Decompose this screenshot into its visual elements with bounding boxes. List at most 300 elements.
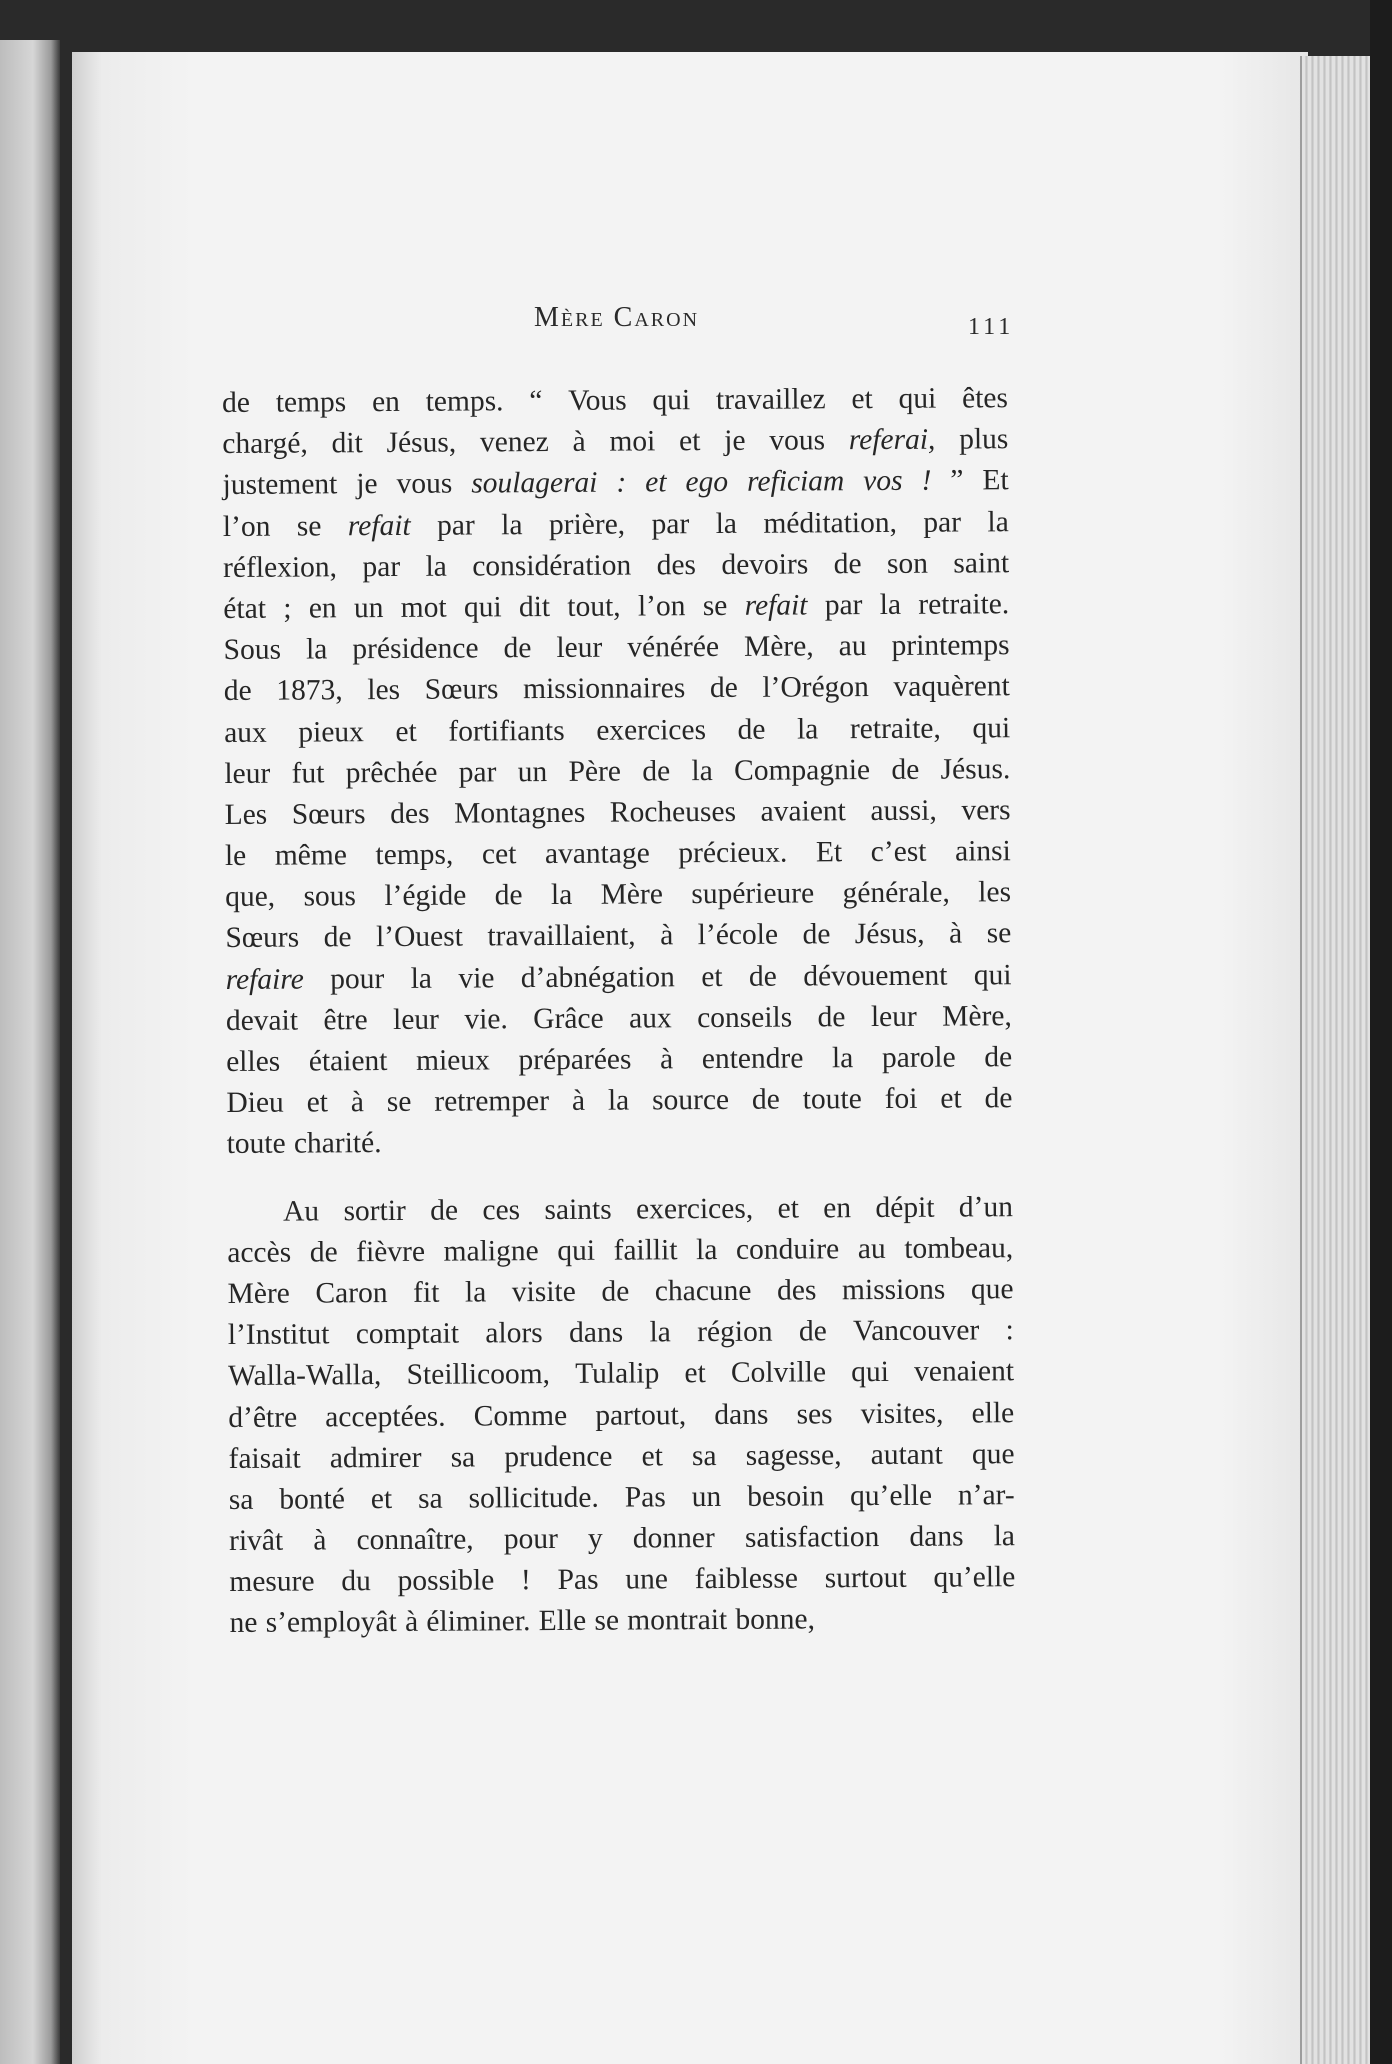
word: 1873,	[276, 674, 343, 707]
word: aux	[629, 1002, 672, 1035]
word: de	[503, 632, 532, 665]
word: de	[309, 1236, 338, 1269]
text-line	[228, 1393, 1014, 1439]
text-line	[226, 1078, 1012, 1124]
word: Comme	[473, 1399, 568, 1432]
word: la	[464, 1276, 487, 1309]
word: de	[984, 1041, 1013, 1074]
text-line	[225, 831, 1011, 877]
word: un	[691, 1480, 722, 1514]
word: et	[679, 425, 701, 458]
word: Les	[224, 798, 268, 831]
word: montrait	[627, 1604, 728, 1637]
word: Sœurs	[225, 921, 300, 955]
word: au	[857, 1232, 886, 1265]
word: et	[370, 1482, 393, 1515]
word: dit	[331, 427, 363, 460]
word: par	[651, 507, 690, 540]
word: l’on	[637, 590, 686, 623]
background-right	[1370, 0, 1392, 2064]
text-line	[225, 790, 1011, 836]
word: temps	[275, 386, 347, 419]
word: que	[971, 1437, 1015, 1471]
word: à	[572, 425, 586, 459]
word: Mère	[227, 1277, 290, 1310]
word: état	[223, 592, 267, 625]
word: Steillicoom,	[406, 1358, 551, 1392]
word: que	[970, 1273, 1014, 1306]
running-header: Mère Caron	[534, 302, 700, 333]
word: elles	[226, 1045, 281, 1078]
word: des	[390, 797, 430, 830]
word: sortir	[343, 1194, 406, 1227]
word: travaillez	[715, 383, 826, 416]
word: leur	[224, 757, 271, 790]
word: conseils	[697, 1001, 793, 1034]
word: et	[701, 960, 723, 993]
word: acceptées.	[325, 1400, 446, 1433]
word: pour	[503, 1523, 558, 1556]
word: de	[642, 754, 671, 788]
word: qui	[463, 591, 502, 624]
word: et	[851, 383, 873, 416]
word: à	[571, 1084, 586, 1118]
word: !	[921, 465, 932, 498]
word: conduire	[735, 1232, 840, 1266]
word: de	[430, 1194, 459, 1227]
word: dit	[518, 590, 551, 624]
text-line	[222, 419, 1008, 465]
word: une	[625, 1563, 669, 1596]
word: de	[833, 547, 862, 581]
text-line	[229, 1475, 1015, 1521]
word: générale,	[842, 876, 950, 910]
word: Sous	[223, 633, 282, 667]
word: leur	[392, 1003, 440, 1036]
word: et	[777, 1192, 799, 1225]
word: maligne	[443, 1234, 539, 1268]
word: y	[587, 1522, 603, 1555]
text-line	[228, 1434, 1014, 1480]
text-line	[228, 1310, 1014, 1356]
word: que,	[225, 880, 276, 914]
word: faillit	[613, 1233, 678, 1267]
word: de	[601, 1275, 630, 1308]
word: à	[313, 1524, 327, 1557]
word: temps,	[375, 838, 454, 872]
text-line	[227, 1269, 1013, 1315]
word: Grâce	[533, 1002, 604, 1035]
word: la	[305, 633, 328, 666]
word: Jésus.	[940, 752, 1011, 786]
word: connaître,	[356, 1523, 474, 1557]
word: de	[984, 1082, 1013, 1115]
word: fièvre	[356, 1235, 426, 1268]
word: exercices,	[635, 1192, 754, 1226]
page-number: 111	[968, 314, 1015, 340]
word: même	[274, 839, 347, 872]
word: de	[323, 921, 352, 954]
word: Sœurs	[424, 673, 499, 707]
word: d’abnégation	[520, 960, 675, 994]
word: temps.	[425, 385, 504, 418]
word: !	[520, 1564, 531, 1597]
word: l’école	[697, 919, 779, 952]
word: Sœurs	[291, 798, 366, 831]
word: la	[796, 712, 819, 745]
word: venaient	[913, 1355, 1015, 1389]
word: de	[222, 386, 251, 419]
word: dans	[568, 1316, 624, 1350]
word: dépit	[875, 1191, 935, 1224]
word: méditation,	[763, 506, 898, 540]
word: la	[649, 1316, 671, 1349]
word: son	[886, 547, 929, 580]
text-line	[229, 1557, 1015, 1603]
word: je	[724, 424, 746, 458]
word: et	[645, 466, 667, 499]
word: venez	[479, 426, 549, 459]
word: sous	[303, 880, 357, 913]
word: en	[371, 385, 400, 419]
word: à	[660, 919, 674, 952]
word: mieux	[415, 1044, 490, 1077]
word: se	[986, 917, 1012, 950]
word: admirer	[329, 1441, 422, 1475]
word: aussi,	[870, 794, 937, 827]
word: vaquèrent	[893, 670, 1010, 704]
word: Pas	[557, 1563, 599, 1597]
word: qu’elle	[933, 1561, 1016, 1594]
word: je	[356, 468, 378, 501]
text-line	[226, 1037, 1012, 1083]
text-line	[225, 872, 1011, 918]
word: Caron	[315, 1276, 388, 1310]
word: prière,	[548, 508, 626, 541]
word: les	[367, 674, 401, 707]
word: moi	[609, 425, 656, 458]
word: missions	[841, 1273, 946, 1307]
word: ego	[685, 466, 729, 499]
word: vous	[769, 424, 826, 457]
word: à	[350, 1086, 365, 1119]
word: retremper	[434, 1085, 550, 1118]
word: la	[425, 550, 447, 583]
word: ses	[796, 1397, 833, 1431]
word: de	[802, 918, 831, 951]
word: en	[308, 592, 337, 625]
text-line	[229, 1599, 1015, 1645]
word: des	[656, 548, 697, 582]
word: de	[748, 960, 777, 993]
word: prudence	[504, 1440, 613, 1473]
word: l’Institut	[227, 1318, 330, 1352]
word: referai,	[848, 423, 936, 457]
text-line	[226, 955, 1012, 1001]
word: pour	[330, 962, 385, 995]
word: se	[386, 1086, 412, 1119]
word: toute	[226, 1128, 286, 1161]
word: éliminer.	[426, 1605, 531, 1639]
word: elle	[971, 1396, 1015, 1429]
text-line	[227, 1187, 1013, 1233]
word: devoirs	[721, 548, 809, 581]
word: qui	[972, 711, 1011, 744]
word: chargé,	[222, 427, 308, 461]
word: qui	[898, 382, 937, 415]
word: visite	[511, 1275, 576, 1309]
text-line	[223, 461, 1009, 507]
word: partout,	[595, 1398, 687, 1432]
text-line	[223, 584, 1009, 630]
word: d’un	[958, 1190, 1014, 1224]
word: de	[737, 713, 766, 746]
word: mesure	[229, 1565, 315, 1599]
word: autant	[870, 1438, 943, 1471]
word: parole	[881, 1041, 956, 1074]
word: cet	[481, 838, 517, 871]
word: qui	[973, 958, 1012, 992]
word: ;	[283, 592, 292, 625]
word: leur	[870, 1000, 917, 1033]
word: de	[223, 675, 252, 708]
word: travaillaient,	[487, 919, 636, 953]
word: justement	[222, 468, 338, 502]
word: sa	[417, 1482, 443, 1515]
word: entendre	[701, 1042, 804, 1076]
text-line	[223, 543, 1009, 589]
word: vénérée	[627, 631, 720, 664]
word: alors	[485, 1317, 543, 1350]
word: vos	[863, 465, 903, 498]
text-line	[223, 502, 1009, 548]
word: la	[550, 879, 573, 912]
word: “	[529, 385, 543, 418]
word: préparées	[518, 1043, 632, 1077]
word: retraite,	[849, 712, 941, 745]
word: Colville	[730, 1356, 827, 1390]
word: l’on	[222, 510, 271, 543]
word: et	[395, 715, 417, 748]
word: dans	[714, 1398, 769, 1431]
word: la	[831, 1042, 854, 1075]
word: Vancouver	[853, 1314, 980, 1348]
word: besoin	[747, 1480, 825, 1513]
word: mot	[400, 591, 447, 624]
word: avaient	[760, 795, 846, 828]
word: prêchée	[345, 756, 438, 789]
word: ces	[482, 1193, 521, 1226]
word: de	[709, 672, 738, 705]
text-line	[224, 625, 1010, 671]
word: en	[823, 1191, 852, 1224]
word: par	[923, 506, 962, 539]
word: de	[817, 1001, 846, 1034]
word: du	[341, 1565, 371, 1598]
text-line	[226, 996, 1012, 1042]
word: faisait	[228, 1442, 301, 1475]
text-line	[225, 914, 1011, 960]
word: la	[993, 1520, 1016, 1553]
word: s’employât	[265, 1606, 397, 1640]
word: des	[776, 1274, 817, 1307]
word: Pas	[624, 1481, 666, 1514]
word: la	[879, 588, 902, 621]
word: dévouement	[803, 959, 948, 993]
word: exercices	[596, 713, 707, 747]
word: et	[684, 1357, 706, 1390]
word: reficiam	[746, 465, 845, 499]
word: Elle	[538, 1605, 587, 1638]
word: refaire	[225, 963, 304, 996]
word: surtout	[824, 1562, 907, 1595]
word: étaient	[308, 1045, 388, 1078]
word: les	[978, 876, 1012, 909]
word: leur	[556, 631, 603, 665]
word: sa	[228, 1483, 254, 1516]
word: et	[306, 1086, 329, 1119]
word: n’ar-	[957, 1479, 1015, 1512]
word: et	[940, 1082, 962, 1115]
word: saints	[544, 1193, 612, 1226]
text-line	[224, 749, 1010, 795]
word: d’être	[228, 1401, 298, 1434]
text-line	[227, 1228, 1013, 1274]
word: qu’elle	[850, 1479, 933, 1513]
word: plus	[959, 423, 1009, 456]
word: sollicitude.	[468, 1481, 599, 1515]
word: fut	[291, 757, 325, 790]
word: accès	[227, 1236, 292, 1269]
word: de	[751, 1083, 780, 1116]
word: Walla-Walla,	[227, 1359, 382, 1393]
word: bonne,	[735, 1603, 816, 1637]
word: la	[410, 962, 433, 995]
word: ”	[950, 464, 964, 497]
word: région	[697, 1315, 773, 1349]
word: l’Ouest	[375, 920, 463, 954]
word: refait	[347, 509, 411, 542]
word: ainsi	[954, 835, 1011, 868]
word: Mère	[600, 878, 663, 911]
word: devait	[225, 1004, 299, 1037]
word: Montagnes	[454, 796, 586, 830]
word: fortifiants	[448, 714, 565, 748]
word: de	[494, 879, 523, 912]
word: Et	[982, 464, 1009, 497]
word: être	[323, 1003, 368, 1037]
word: saint	[953, 546, 1010, 580]
word: tout,	[567, 590, 621, 623]
word: l’égide	[384, 879, 467, 913]
word: par	[437, 509, 475, 542]
word: considération	[472, 549, 632, 583]
word: précieux.	[678, 836, 788, 870]
word: charité.	[293, 1127, 382, 1160]
word: Tulalip	[575, 1357, 660, 1391]
word: la	[607, 1084, 630, 1117]
word: sa	[450, 1441, 476, 1474]
word: :	[616, 466, 627, 499]
left-page-edge	[0, 40, 60, 2064]
word: chacune	[654, 1274, 752, 1308]
word: soulagerai	[471, 467, 598, 500]
word: fit	[413, 1276, 440, 1309]
word: satisfaction	[744, 1521, 880, 1554]
word: printemps	[891, 629, 1010, 663]
word: toute	[802, 1083, 862, 1116]
word: Rocheuses	[609, 795, 737, 829]
text-line	[228, 1351, 1014, 1397]
word: pieux	[298, 715, 364, 749]
word: l’Orégon	[762, 671, 869, 705]
word: un	[517, 755, 548, 788]
word: réflexion,	[223, 551, 338, 584]
word: Vous	[568, 384, 627, 417]
word: avantage	[544, 837, 650, 871]
word: tombeau,	[904, 1231, 1014, 1265]
word: ne	[229, 1607, 258, 1640]
word: visites,	[860, 1397, 944, 1430]
word: la	[715, 507, 738, 540]
text-line	[227, 1120, 1013, 1166]
word: êtes	[961, 382, 1009, 415]
word: présidence	[352, 632, 479, 666]
word: de	[891, 753, 920, 786]
word: à	[948, 917, 963, 951]
text-line	[224, 708, 1010, 754]
word: sa	[691, 1439, 717, 1472]
word: Dieu	[226, 1086, 284, 1120]
word: qui	[652, 384, 691, 417]
word: se	[594, 1605, 620, 1638]
word: source	[651, 1084, 730, 1117]
word: qui	[557, 1234, 596, 1267]
word: sagesse,	[745, 1438, 842, 1472]
word: par	[362, 550, 401, 583]
word: supérieure	[691, 877, 815, 911]
word: la	[695, 1233, 718, 1266]
word: qui	[851, 1356, 889, 1389]
word: Jésus,	[386, 426, 457, 460]
word: donner	[632, 1522, 715, 1555]
word: refait	[744, 589, 808, 622]
word: au	[838, 630, 867, 663]
word: vie	[458, 961, 495, 995]
word: par	[824, 589, 863, 622]
word: rivât	[228, 1524, 284, 1558]
word: foi	[884, 1082, 918, 1116]
word: dans	[909, 1520, 964, 1553]
word: aux	[224, 716, 267, 749]
word: et	[641, 1440, 663, 1473]
text-line	[224, 667, 1010, 713]
word: la	[691, 754, 713, 787]
word: Et	[815, 836, 843, 869]
word: Compagnie	[733, 753, 871, 787]
word: faiblesse	[694, 1562, 799, 1596]
word: le	[224, 839, 247, 873]
word: de	[798, 1315, 827, 1348]
text-line	[222, 378, 1008, 424]
word: la	[501, 508, 523, 541]
page-stack-edge	[1300, 56, 1372, 2064]
word: comptait	[355, 1317, 460, 1351]
word: Mère,	[743, 630, 814, 663]
word: retraite.	[918, 588, 1010, 621]
word: c’est	[870, 835, 927, 869]
word: à	[404, 1606, 419, 1639]
